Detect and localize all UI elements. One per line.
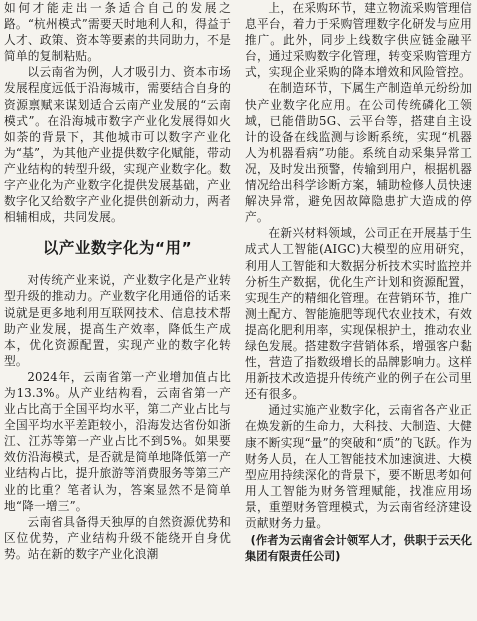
body-paragraph: 上，在采购环节，建立物流采购管理信息平台，着力于采购管理数字化研发与应用推广。此外，同步上线数字供应链金融平台，通过采购数字化管理，转变采购管理方式，实现企业采购的降本增效和风险管控。 [245,1,472,80]
body-paragraph: 在新兴材料领域，公司正在开展基于生成式人工智能(AIGC)大模型的应用研究，利用人工智能和大数据分析技术实时监控并分析生产数据，优化生产计划和资源配置，实现生产的精细化管理。在营销环节，推广测土配方、智能施肥等现代农业技术，有效提高化肥利用率，实现保根护土，推动农业绿色发展。搭建数字营销体系，增强客户黏性，营造了指数级增长的品牌影响力。这样用新技术改造提升传统产业的例子在公司里还有很多。 [245,226,472,402]
section-heading: 以产业数字化为“用” [42,239,193,258]
right-column [245,0,472,565]
body-paragraph: 在制造环节，下属生产制造单元纷纷加快产业数字化应用。在公司传统磷化工领域，已能借助5G、云平台等，搭建自主设计的设备在线监测与诊断系统，实现“机器人为机器看病”功能。系统自动采集异常工况，及时发出预警，传输到用户，根据机器情况给出科学诊断方案，辅助检修人员快速解决异常，避免因故障隐患扩大造成的停产。 [245,81,472,225]
body-paragraph: 云南省具备得天独厚的自然资源优势和区位优势，产业结构升级不能绕开自身优势。站在新的数字产业化浪潮 [4,514,231,561]
body-paragraph: 以云南省为例，人才吸引力、资本市场发展程度远低于沿海城市，需要结合自身的资源禀赋来谋划适合云南产业发展的“云南模式”。在沿海城市数字产业化发展得如火如荼的背景下，其他城市可以数字产业化为“基”，为其他产业提供数字化赋能，带动产业结构的转型升级，实现产业数字化。数字产业化为产业数字化提供发展基础，产业数字化又给数字产业化提供创新动力，两者相辅相成，共同发展。 [4,65,231,225]
author-byline: (作者为云南省会计领军人才，供职于云天化集团有限责任公司) [245,534,472,564]
body-paragraph: 2024年，云南省第一产业增加值占比为13.3%。从产业结构看，云南省第一产业占比高于全国平均水平，第二产业占比与全国平均水平差距较小，沿海发达省份如浙江、江苏等第一产业占比不到5%。如果要效仿沿海模式，是否就是简单地降低第一产业结构占比，提升旅游等消费服务等第三产业的比重？笔者认为，答案显然不是简单地“降一增三”。 [4,369,231,513]
left-column [4,0,231,562]
body-paragraph: 对传统产业来说，产业数字化是产业转型升级的推动力。产业数字化用通俗的话来说就是更多地利用互联网技术、信息技术帮助产业发展，提高生产效率，降低生产成本，优化资源配置，实现产业的数字化转型。 [4,273,231,368]
body-paragraph: 通过实施产业数字化，云南省各产业正在焕发新的生命力，大科技、大制造、大健康不断实现“量”的突破和“质”的飞跃。作为财务人员，在人工智能技术加速演进、大模型应用持续深化的背景下，要不断思考如何用人工智能为财务管理赋能，找准应用场景，重塑财务管理模式，为云南省经济建设贡献财务力量。 [245,403,472,530]
body-paragraph: 如何才能走出一条适合自己的发展之路。“杭州模式”需要天时地利人和，得益于人才、政策、资本等要素的共同助力，不是简单的复制粘贴。 [4,1,231,64]
